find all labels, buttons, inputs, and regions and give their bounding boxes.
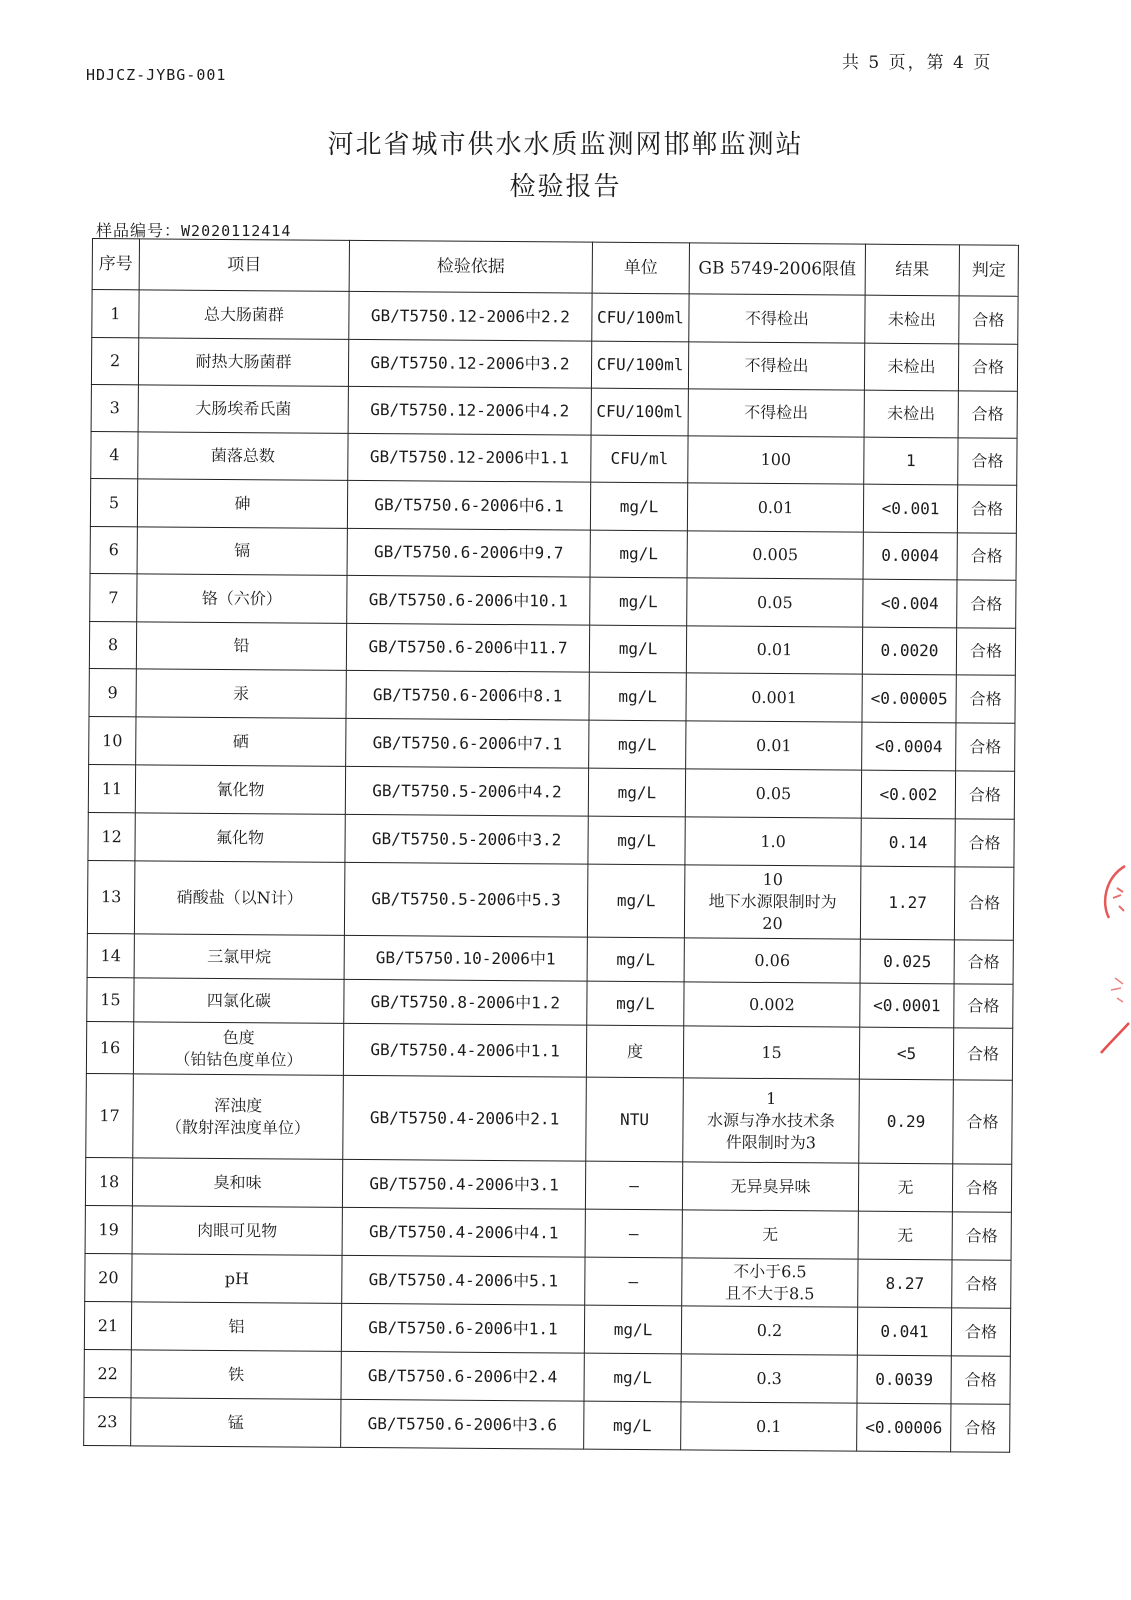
cell-unit: CFU/100ml: [592, 293, 689, 342]
cell-no: 1: [92, 290, 139, 338]
cell-unit: mg/L: [584, 1401, 681, 1450]
cell-item: 色度 （铂钴色度单位）: [133, 1022, 343, 1076]
cell-result: 8.27: [858, 1259, 952, 1308]
sample-number-label: 样品编号：: [96, 221, 182, 240]
cell-unit: mg/L: [589, 672, 686, 721]
cell-result: <5: [859, 1027, 953, 1080]
cell-basis: GB/T5750.5-2006中3.2: [345, 814, 588, 864]
cell-verdict: 合格: [956, 675, 1015, 723]
cell-basis: GB/T5750.6-2006中8.1: [346, 670, 589, 720]
cell-limit: 100: [688, 436, 864, 484]
cell-verdict: 合格: [954, 940, 1013, 984]
cell-item: 锰: [131, 1398, 341, 1448]
cell-item: 硝酸盐（以N计）: [134, 861, 345, 936]
red-stamp-fragment: [1095, 858, 1131, 1068]
cell-limit: 无: [682, 1210, 858, 1259]
cell-result: 0.0039: [857, 1355, 951, 1404]
cell-verdict: 合格: [955, 771, 1014, 819]
cell-limit: 10 地下水源限制时为 20: [684, 865, 861, 939]
cell-limit: 0.01: [686, 626, 862, 674]
table-row: [87, 860, 1014, 940]
cell-basis: GB/T5750.6-2006中7.1: [346, 718, 589, 768]
cell-result: 未检出: [864, 343, 958, 391]
cell-item: 三氯甲烷: [134, 934, 344, 980]
cell-basis: GB/T5750.4-2006中3.1: [342, 1159, 585, 1209]
cell-basis: GB/T5750.4-2006中1.1: [343, 1023, 586, 1077]
cell-verdict: 合格: [957, 533, 1016, 580]
cell-basis: GB/T5750.12-2006中1.1: [348, 433, 591, 482]
cell-no: 19: [85, 1205, 132, 1253]
cell-verdict: 合格: [954, 984, 1013, 1028]
cell-result: <0.00005: [862, 674, 956, 723]
table-header-row: [92, 239, 1018, 297]
cell-no: 4: [91, 431, 138, 478]
table-row: [90, 478, 1016, 533]
table-row: [84, 1301, 1010, 1356]
cell-basis: GB/T5750.6-2006中2.4: [341, 1351, 584, 1401]
cell-basis: GB/T5750.6-2006中11.7: [346, 623, 589, 672]
cell-no: 22: [84, 1349, 131, 1397]
cell-item: 氟化物: [135, 813, 345, 863]
cell-result: 1.27: [860, 866, 955, 940]
table-row: [86, 1073, 1013, 1164]
cell-unit: mg/L: [588, 768, 685, 817]
cell-no: 3: [91, 384, 138, 431]
cell-item: 耐热大肠菌群: [138, 338, 348, 387]
cell-result: <0.0001: [860, 983, 954, 1028]
cell-result: 无: [858, 1211, 952, 1260]
table-row: [84, 1397, 1010, 1452]
table-row: [86, 1021, 1012, 1080]
cell-item: 铅: [136, 622, 346, 671]
cell-verdict: 合格: [958, 391, 1017, 438]
cell-no: 14: [87, 933, 134, 977]
cell-unit: mg/L: [588, 816, 685, 865]
cell-item: 大肠埃希氏菌: [138, 385, 348, 434]
cell-limit: 无异臭异味: [682, 1162, 858, 1211]
cell-no: 18: [85, 1157, 132, 1205]
header-result: 结果: [865, 244, 959, 296]
cell-item: 铬（六价）: [137, 574, 347, 624]
cell-no: 8: [89, 621, 136, 668]
table-row: [92, 290, 1018, 345]
cell-unit: CFU/100ml: [591, 388, 688, 436]
cell-no: 6: [90, 526, 137, 573]
cell-limit: 0.01: [686, 721, 862, 770]
cell-basis: GB/T5750.6-2006中10.1: [347, 575, 590, 625]
cell-basis: GB/T5750.12-2006中4.2: [348, 386, 591, 435]
table-row: [91, 338, 1017, 392]
table-row: [89, 621, 1015, 675]
header-verdict: 判定: [959, 245, 1018, 296]
table-row: [90, 526, 1016, 580]
cell-item: 铝: [131, 1302, 341, 1352]
cell-item: 总大肠菌群: [139, 290, 349, 340]
cell-item: 铁: [131, 1350, 341, 1400]
cell-verdict: 合格: [956, 723, 1015, 771]
cell-basis: GB/T5750.12-2006中3.2: [348, 339, 591, 388]
cell-item: 浑浊度 （散射浑浊度单位）: [133, 1074, 344, 1160]
cell-unit: —: [585, 1257, 682, 1306]
cell-limit: 0.1: [681, 1402, 857, 1451]
cell-verdict: 合格: [959, 296, 1018, 344]
cell-limit: 15: [683, 1026, 859, 1079]
cell-unit: mg/L: [589, 720, 686, 769]
cell-item: 汞: [136, 669, 346, 719]
cell-verdict: 合格: [957, 580, 1016, 628]
cell-unit: CFU/ml: [591, 435, 688, 483]
cell-no: 17: [86, 1073, 134, 1157]
cell-basis: GB/T5750.12-2006中2.2: [349, 291, 592, 341]
table-row: [88, 764, 1014, 819]
cell-basis: GB/T5750.6-2006中3.6: [341, 1399, 584, 1449]
cell-result: <0.00006: [857, 1403, 951, 1452]
cell-limit: 不得检出: [688, 389, 864, 437]
table-row: [84, 1349, 1010, 1404]
cell-no: 20: [85, 1253, 132, 1301]
cell-unit: mg/L: [587, 937, 684, 982]
cell-unit: mg/L: [584, 1305, 681, 1354]
cell-no: 7: [90, 573, 137, 621]
header-basis: 检验依据: [349, 240, 592, 293]
cell-unit: 度: [586, 1025, 683, 1078]
document-code: HDJCZ-JYBG-001: [86, 66, 227, 84]
cell-result: 未检出: [865, 295, 959, 344]
cell-basis: GB/T5750.6-2006中1.1: [341, 1303, 584, 1353]
table-row: [90, 573, 1016, 628]
cell-limit: 不小于6.5 且不大于8.5: [682, 1258, 858, 1307]
table-row: [85, 1157, 1011, 1212]
cell-no: 16: [86, 1021, 133, 1073]
cell-unit: mg/L: [587, 864, 685, 938]
cell-limit: 0.05: [685, 769, 861, 818]
cell-result: <0.001: [863, 484, 957, 533]
sample-number-value: W2020112414: [181, 222, 292, 240]
cell-basis: GB/T5750.10-2006中1: [344, 935, 587, 981]
cell-result: 0.0020: [862, 627, 956, 675]
cell-result: 1: [864, 437, 958, 485]
report-subtitle: 检验报告: [509, 172, 622, 202]
cell-result: 0.14: [861, 818, 955, 867]
cell-result: 0.041: [857, 1307, 951, 1356]
cell-result: <0.004: [863, 579, 957, 628]
cell-verdict: 合格: [953, 1028, 1012, 1080]
table-body: [84, 290, 1018, 1453]
cell-verdict: 合格: [956, 628, 1015, 675]
cell-unit: mg/L: [587, 981, 684, 1026]
cell-result: <0.0004: [862, 722, 956, 771]
cell-no: 5: [90, 478, 137, 526]
cell-verdict: 合格: [958, 438, 1017, 485]
cell-unit: mg/L: [584, 1353, 681, 1402]
report-title: 河北省城市供水水质监测网邯郸监测站: [327, 130, 804, 160]
cell-verdict: 合格: [951, 1404, 1010, 1452]
cell-item: 氰化物: [135, 765, 345, 815]
cell-item: pH: [132, 1254, 342, 1304]
cell-item: 臭和味: [132, 1158, 342, 1208]
cell-verdict: 合格: [951, 1356, 1010, 1404]
cell-limit: 1.0: [685, 817, 861, 866]
cell-basis: GB/T5750.5-2006中4.2: [345, 766, 588, 816]
cell-no: 15: [87, 977, 134, 1021]
cell-result: 无: [858, 1163, 952, 1212]
cell-item: 砷: [137, 479, 347, 529]
header-limit: GB 5749-2006限值: [689, 243, 865, 295]
cell-limit: 0.05: [687, 578, 863, 627]
table-row: [87, 977, 1013, 1028]
cell-item: 镉: [137, 527, 347, 576]
cell-limit: 0.005: [687, 531, 863, 579]
table-row: [88, 812, 1014, 867]
cell-result: 0.025: [860, 939, 954, 984]
cell-verdict: 合格: [957, 485, 1016, 533]
cell-basis: GB/T5750.5-2006中5.3: [344, 862, 588, 937]
cell-limit: 0.2: [681, 1306, 857, 1355]
cell-unit: NTU: [586, 1077, 684, 1162]
cell-unit: —: [585, 1209, 682, 1258]
cell-unit: mg/L: [590, 482, 687, 531]
cell-basis: GB/T5750.6-2006中9.7: [347, 528, 590, 577]
cell-limit: 0.002: [684, 982, 860, 1027]
cell-no: 2: [91, 338, 138, 385]
cell-unit: —: [585, 1161, 682, 1210]
header-item: 项目: [139, 239, 349, 292]
cell-verdict: 合格: [954, 867, 1014, 940]
cell-no: 13: [87, 860, 135, 933]
cell-unit: mg/L: [590, 530, 687, 578]
table-row: [89, 716, 1015, 771]
cell-verdict: 合格: [953, 1080, 1013, 1164]
table-row: [91, 431, 1017, 485]
cell-basis: GB/T5750.4-2006中4.1: [342, 1207, 585, 1257]
cell-basis: GB/T5750.4-2006中2.1: [343, 1075, 587, 1161]
cell-limit: 不得检出: [689, 294, 865, 343]
table-row: [85, 1205, 1011, 1260]
cell-item: 硒: [136, 717, 346, 767]
cell-verdict: 合格: [955, 819, 1014, 867]
cell-verdict: 合格: [952, 1164, 1011, 1212]
cell-limit: 0.06: [684, 938, 860, 983]
cell-no: 21: [84, 1301, 131, 1349]
table-row: [85, 1253, 1011, 1308]
cell-result: 0.0004: [863, 532, 957, 580]
cell-limit: 不得检出: [688, 342, 864, 390]
cell-basis: GB/T5750.4-2006中5.1: [342, 1255, 585, 1305]
cell-no: 11: [88, 764, 135, 812]
cell-item: 菌落总数: [138, 432, 348, 481]
cell-no: 12: [88, 812, 135, 860]
cell-no: 9: [89, 668, 136, 716]
cell-result: 0.29: [859, 1079, 954, 1164]
cell-result: 未检出: [864, 390, 958, 438]
cell-item: 肉眼可见物: [132, 1206, 342, 1256]
cell-basis: GB/T5750.6-2006中6.1: [347, 480, 590, 530]
cell-verdict: 合格: [958, 344, 1017, 391]
table-row: [91, 384, 1017, 438]
header-unit: 单位: [592, 242, 689, 294]
cell-basis: GB/T5750.8-2006中1.2: [344, 979, 587, 1025]
inspection-results-table: [83, 238, 1019, 1453]
cell-verdict: 合格: [951, 1308, 1010, 1356]
page-indicator: 共 5 页，第 4 页: [842, 53, 993, 73]
table-row: [87, 933, 1013, 984]
cell-no: 23: [84, 1397, 131, 1445]
cell-limit: 0.001: [686, 673, 862, 722]
cell-unit: CFU/100ml: [591, 341, 688, 389]
cell-no: 10: [89, 716, 136, 764]
cell-verdict: 合格: [952, 1260, 1011, 1308]
cell-unit: mg/L: [590, 577, 687, 626]
cell-verdict: 合格: [952, 1212, 1011, 1260]
cell-unit: mg/L: [589, 625, 686, 673]
cell-limit: 0.3: [681, 1354, 857, 1403]
cell-item: 四氯化碳: [134, 978, 344, 1024]
cell-result: <0.002: [861, 770, 955, 819]
table-row: [89, 668, 1015, 723]
cell-limit: 0.01: [687, 483, 863, 532]
header-no: 序号: [92, 239, 139, 290]
cell-limit: 1 水源与净水技术条 件限制时为3: [683, 1078, 860, 1163]
